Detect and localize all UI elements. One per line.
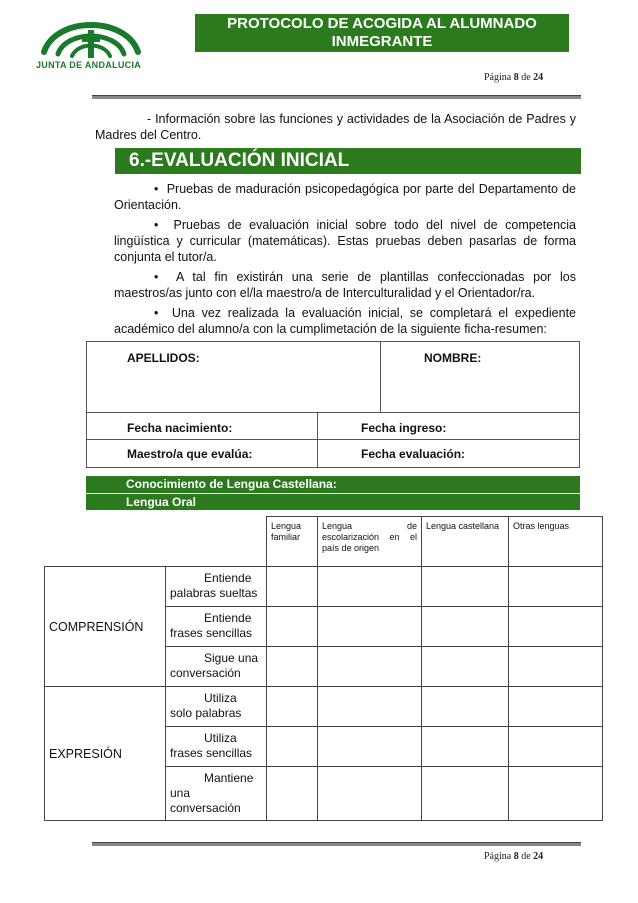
- list-item: [114, 181, 576, 213]
- page-current: 8: [513, 851, 519, 862]
- bullet-text: Pruebas de maduración psicopedagógica por parte del Departamento de Orientación.: [114, 182, 576, 212]
- intro-item: - Información sobre las funciones y actividades de la Asociación de Padres y Madres del Centro.: [95, 112, 576, 142]
- table-cell[interactable]: [267, 687, 318, 727]
- fecha-ingreso-field[interactable]: [317, 412, 580, 440]
- page-current: 8: [513, 72, 519, 83]
- page-label: Página: [484, 851, 512, 862]
- document-title: [195, 14, 569, 52]
- table-cell[interactable]: [509, 767, 603, 821]
- table-cell[interactable]: [509, 607, 603, 647]
- bullet-list: [114, 181, 576, 337]
- page-sep: de: [521, 72, 531, 83]
- table-cell[interactable]: [318, 687, 422, 727]
- bullet-text: A tal fin existirán una serie de plantillas confeccionadas por los maestros/as junto con el/la maestro/a de Interculturalidad y el Orientador/ra.: [114, 270, 576, 300]
- list-item: [114, 305, 576, 337]
- table-cell[interactable]: [267, 727, 318, 767]
- footer-divider: [92, 842, 581, 846]
- bullet-text: Una vez realizada la evaluación inicial, se completará el expediente académico del alumno/a con la cumplimetación de la siguiente ficha-resumen:: [114, 306, 576, 336]
- col-lengua-castellana: Lengua castellana: [422, 517, 509, 567]
- bullet-icon: •: [154, 270, 176, 284]
- bullet-icon: •: [154, 306, 172, 320]
- row-label: Utiliza frases sencillas: [166, 727, 267, 767]
- bullet-icon: •: [154, 218, 174, 232]
- table-cell[interactable]: [267, 607, 318, 647]
- header-divider: [92, 95, 581, 99]
- table-cell[interactable]: [509, 567, 603, 607]
- logo-text: JUNTA DE ANDALUCIA: [36, 60, 142, 70]
- table-cell[interactable]: [318, 647, 422, 687]
- group-comprension: COMPRENSIÓN: [45, 567, 166, 687]
- table-row: [45, 567, 603, 607]
- page-label: Página: [484, 72, 512, 83]
- row-label: Utiliza solo palabras: [166, 687, 267, 727]
- title-line-2: INMEGRANTE: [331, 33, 433, 50]
- table-header-row: [45, 517, 603, 567]
- table-cell[interactable]: [422, 767, 509, 821]
- fecha-evaluacion-label: Fecha evaluación:: [361, 447, 466, 461]
- row-label: Sigue una conversación: [166, 647, 267, 687]
- bullet-text: Pruebas de evaluación inicial sobre todo del nivel de competencia lingüística y curricular (matemáticas). Estas pruebas deben pasarlas de forma conjunta el tutor/a.: [114, 218, 577, 264]
- fecha-ingreso-label: Fecha ingreso:: [361, 421, 447, 435]
- table-cell[interactable]: [318, 607, 422, 647]
- section-title: 6.-EVALUACIÓN INICIAL: [115, 148, 581, 174]
- table-cell[interactable]: [422, 567, 509, 607]
- row-label: Entiende frases sencillas: [166, 607, 267, 647]
- page-number-top: [484, 72, 543, 83]
- empty-corner: [45, 517, 267, 567]
- fecha-nacimiento-label: Fecha nacimiento:: [127, 421, 233, 435]
- fecha-nacimiento-field[interactable]: [86, 412, 318, 440]
- table-cell[interactable]: [509, 647, 603, 687]
- table-cell[interactable]: [267, 767, 318, 821]
- col-otras-lenguas: Otras lenguas: [509, 517, 603, 567]
- maestro-field[interactable]: [86, 439, 318, 468]
- page-total: 24: [533, 72, 544, 83]
- page-sep: de: [521, 851, 531, 862]
- table-cell[interactable]: [267, 647, 318, 687]
- page-total: 24: [533, 851, 544, 862]
- row-label: Entiende palabras sueltas: [166, 567, 267, 607]
- table-cell[interactable]: [422, 727, 509, 767]
- title-line-1: PROTOCOLO DE ACOGIDA AL ALUMNADO: [227, 15, 537, 32]
- table-cell[interactable]: [509, 727, 603, 767]
- apellidos-label: APELLIDOS:: [127, 351, 200, 365]
- page-number-bottom: [484, 851, 543, 862]
- table-cell[interactable]: [509, 687, 603, 727]
- list-item: [114, 217, 576, 265]
- group-expresion: EXPRESIÓN: [45, 687, 166, 821]
- col-lengua-familiar: Lengua familiar: [267, 517, 318, 567]
- table-cell[interactable]: [422, 607, 509, 647]
- table-cell[interactable]: [318, 567, 422, 607]
- nombre-label: NOMBRE:: [424, 351, 482, 365]
- lengua-oral-heading: Lengua Oral: [86, 494, 580, 510]
- maestro-label: Maestro/a que evalúa:: [127, 447, 253, 461]
- apellidos-field[interactable]: [86, 341, 381, 413]
- table-row: [45, 687, 603, 727]
- table-cell[interactable]: [318, 727, 422, 767]
- bullet-icon: •: [154, 182, 167, 196]
- table-cell[interactable]: [267, 567, 318, 607]
- nombre-field[interactable]: [380, 341, 580, 413]
- table-cell[interactable]: [318, 767, 422, 821]
- row-label: Mantiene una conversación: [166, 767, 267, 821]
- table-cell[interactable]: [422, 687, 509, 727]
- col-lengua-escolarizacion: Lengua de escolarización en el país de origen: [318, 517, 422, 567]
- list-item: [114, 269, 576, 301]
- evaluation-table: [44, 516, 603, 821]
- table-cell[interactable]: [422, 647, 509, 687]
- conocimiento-heading: Conocimiento de Lengua Castellana:: [86, 476, 580, 493]
- fecha-evaluacion-field[interactable]: [317, 439, 580, 468]
